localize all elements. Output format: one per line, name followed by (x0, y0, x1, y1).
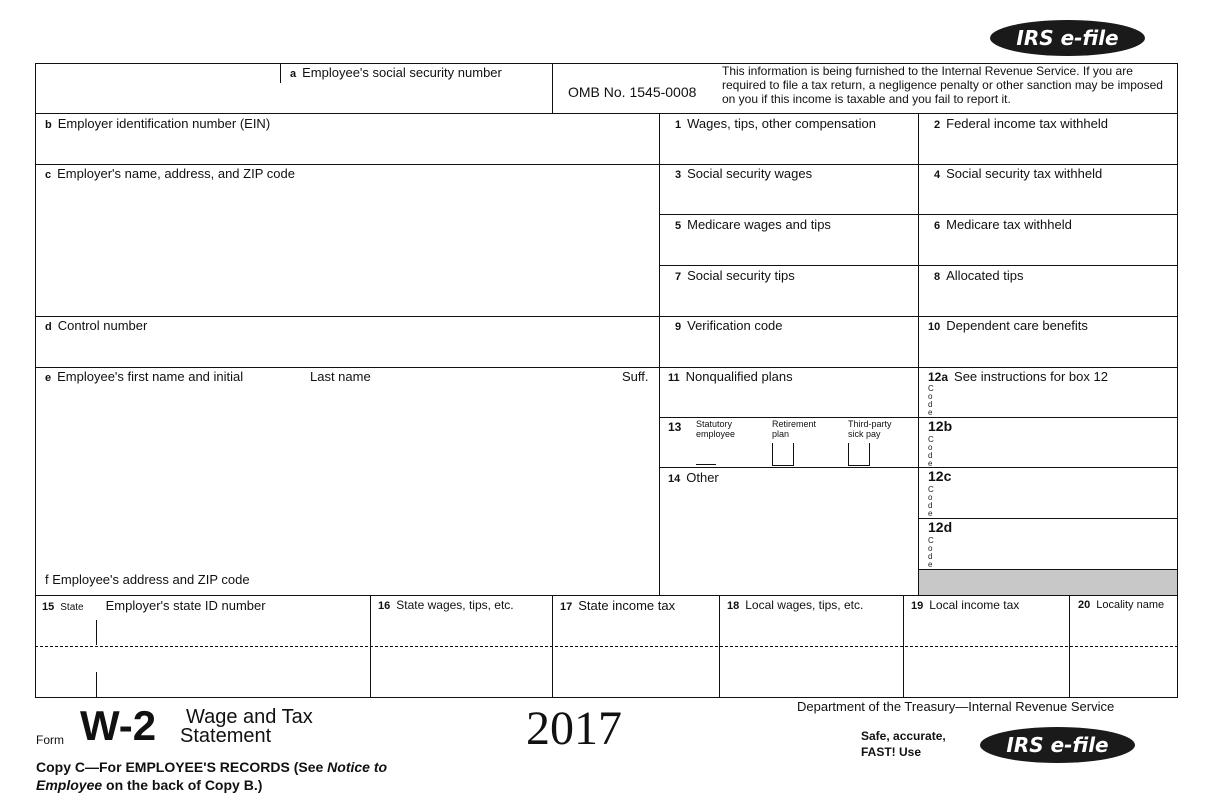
box-12a-label: 12a See instructions for box 12 (928, 369, 1108, 384)
box-12c-code: Code (928, 485, 934, 518)
box-12c-label: 12c (928, 468, 952, 484)
border-left (35, 63, 36, 697)
box-e-label: e Employee's first name and initial (45, 369, 244, 384)
box-13-thirdparty: Third-party sick pay (848, 419, 892, 439)
dashed-rule (35, 646, 1178, 647)
form-w2-title: W-2 (80, 702, 157, 749)
box-13-number: 13 (668, 420, 682, 434)
irs-efile-logo (990, 20, 1145, 56)
logo-text: IRS e-file (1016, 26, 1119, 50)
title-line2: Statement (180, 725, 272, 747)
box-3-label: 3 Social security wages (675, 166, 813, 181)
box-17-label: 17 State income tax (560, 598, 676, 613)
divider-19 (903, 595, 904, 697)
box-12d-label: 12d (928, 519, 953, 535)
box-18-label: 18 Local wages, tips, etc. (727, 598, 864, 612)
box-15-label: 15 State Employer's state ID number (42, 598, 266, 613)
box-12a-code: Code (928, 384, 934, 417)
box-1-label: 1 Wages, tips, other compensation (675, 116, 876, 131)
copy-c-notice: Copy C—For EMPLOYEE'S RECORDS (See Notice to Employee on the back of Copy B.) (36, 759, 388, 793)
box-c-label: c Employer's name, address, and ZIP code (45, 166, 295, 181)
box-e-suffix: Suff. (622, 369, 649, 384)
box-10-label: 10 Dependent care benefits (928, 318, 1088, 333)
rule-b (35, 113, 1178, 114)
box-16-label: 16 State wages, tips, etc. (378, 598, 514, 612)
divider-18 (719, 595, 720, 697)
tick-2 (918, 113, 919, 138)
divider-right (918, 113, 919, 595)
irs-efile-logo-footer (980, 727, 1135, 763)
box-20-label: 20 Locality name (1078, 599, 1165, 611)
box-e-lastname: Last name (310, 369, 371, 384)
box-12d-code: Code (928, 536, 934, 569)
box-14-label: 14 Other (668, 470, 719, 485)
divider-mid (659, 113, 660, 595)
box-4-label: 4 Social security tax withheld (934, 166, 1103, 181)
box-d-label: d Control number (45, 318, 148, 333)
tick-a (280, 63, 281, 83)
tick-15a (96, 620, 97, 645)
box-f-label: f Employee's address and ZIP code (45, 572, 250, 587)
rule-d (35, 316, 1178, 317)
box-7-label: 7 Social security tips (675, 268, 795, 283)
box-9-label: 9 Verification code (675, 318, 783, 333)
border-bottom (35, 697, 1178, 698)
box-13-retirement: Retirement plan (772, 419, 817, 439)
box-12b-label: 12b (928, 418, 953, 434)
box-13-statutory: Statutory employee (696, 419, 736, 439)
border-right (1177, 63, 1178, 697)
rule-c (35, 164, 1178, 165)
shaded-cell (919, 570, 1177, 595)
retirement-checkbox[interactable] (772, 443, 794, 466)
rule-15 (35, 595, 1178, 596)
tick-15b (96, 672, 97, 697)
logo-text-footer: IRS e-file (1006, 733, 1109, 757)
thirdparty-checkbox[interactable] (848, 443, 870, 466)
fast-text: FAST! Use (861, 745, 922, 759)
rule-12d (918, 518, 1178, 519)
box-19-label: 19 Local income tax (911, 598, 1020, 612)
box-2-label: 2 Federal income tax withheld (934, 116, 1108, 131)
irs-notice: This information is being furnished to the Internal Revenue Service. If you are required to file a tax return, a negligence penalty or other sanction may be imposed on you if this income is taxable and you fail to report it. (722, 64, 1163, 106)
dept-treasury: Department of the Treasury—Internal Revenue Service (797, 699, 1115, 714)
safe-text: Safe, accurate, (861, 729, 946, 743)
box-5-label: 5 Medicare wages and tips (675, 217, 831, 232)
omb-number: OMB No. 1545-0008 (568, 84, 697, 100)
box-b-label: b Employer identification number (EIN) (45, 116, 271, 131)
box-a-label: a Employee's social security number (290, 65, 502, 80)
divider-16 (370, 595, 371, 697)
rule-e (35, 367, 1178, 368)
box-12b-code: Code (928, 435, 934, 468)
box-8-label: 8 Allocated tips (934, 268, 1024, 283)
statutory-checkbox[interactable] (696, 464, 716, 465)
divider-20 (1069, 595, 1070, 697)
divider-17 (552, 595, 553, 697)
tax-year: 2017 (526, 702, 622, 755)
form-word: Form (36, 733, 64, 747)
divider-omb (552, 63, 553, 113)
box-11-label: 11 Nonqualified plans (668, 369, 793, 384)
title-line1: Wage and Tax (186, 706, 313, 728)
box-6-label: 6 Medicare tax withheld (934, 217, 1072, 232)
